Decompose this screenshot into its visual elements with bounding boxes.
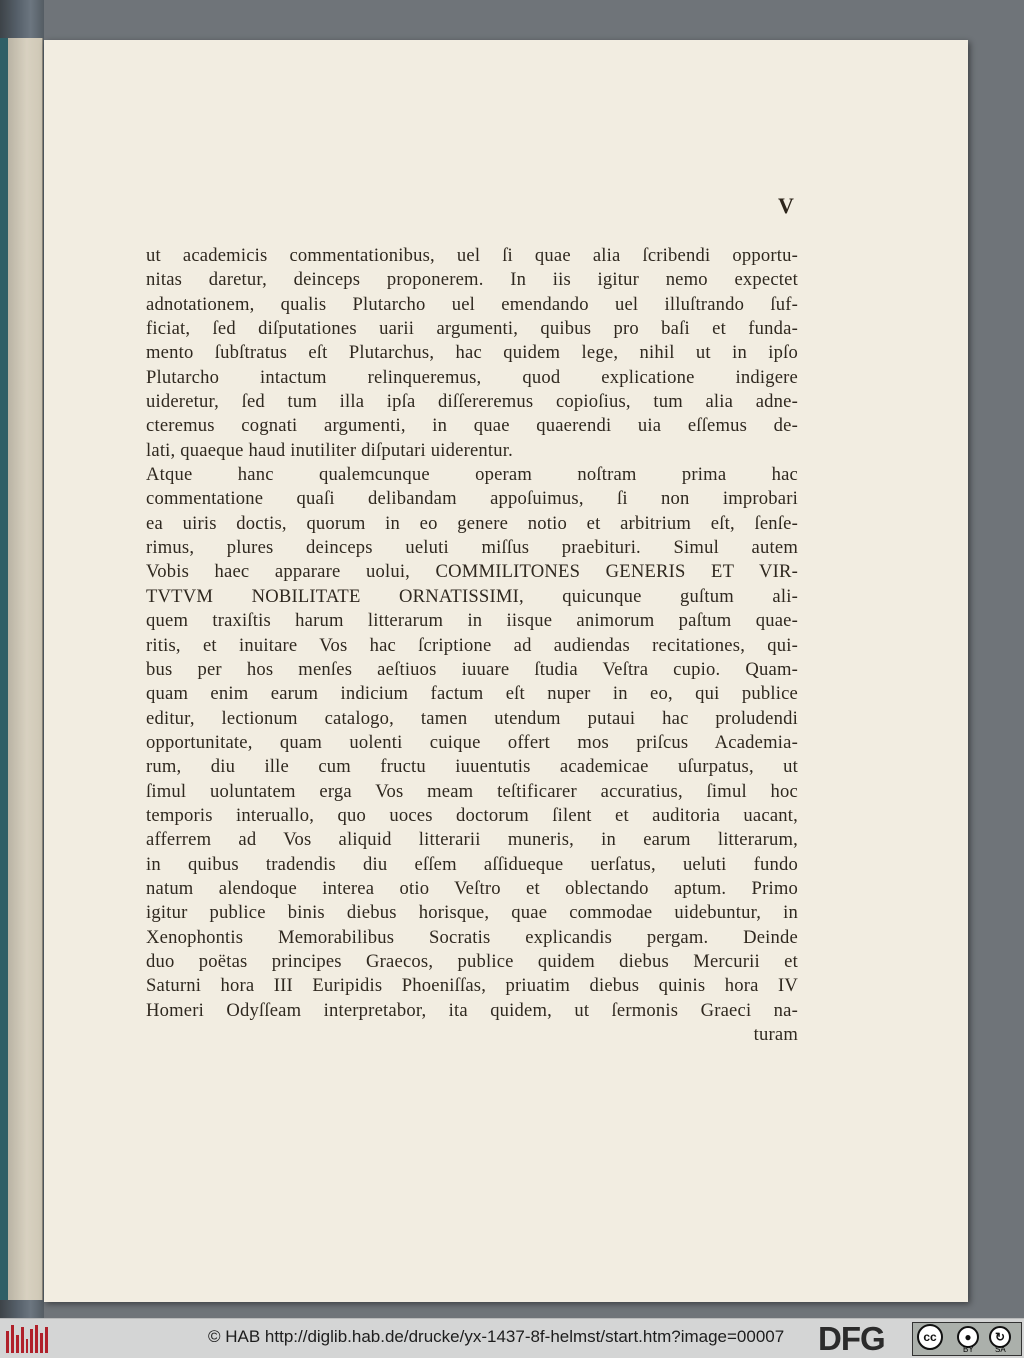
text-line: rimus, plures deinceps ueluti miſſus praebituri. Simul autem (146, 537, 798, 559)
cc-icon: cc (917, 1324, 943, 1350)
text-line: mento ſubſtratus eſt Plutarchus, hac quidem lege, nihil ut in ipſo (146, 342, 798, 364)
text-line: Xenophontis Memorabilibus Socratis explicandis pergam. Deinde (146, 926, 798, 948)
text-line: Saturni hora III Euripidis Phoeniſſas, priuatim diebus quinis hora IV (146, 975, 798, 997)
text-line: ut academicis commentationibus, uel ſi quae alia ſcribendi opportu- (146, 245, 798, 266)
text-line: opportunitate, quam uolenti cuique offert mos priſcus Academia- (146, 731, 798, 753)
text-line: igitur publice binis diebus horisque, quae commodae uidebuntur, in (146, 902, 798, 924)
text-line: rum, diu ille cum fructu iuuentutis academicae uſurpatus, ut (146, 756, 798, 778)
previous-page-edge (8, 38, 43, 1300)
text-line: ritis, et inuitare Vos hac ſcriptione ad audiendas recitationes, qui- (146, 634, 798, 656)
text-line: Vobis haec apparare uolui, COMMILITONES GENERIS ET VIR- (146, 561, 798, 583)
body-text (146, 244, 798, 1047)
attribution-icon: ● (957, 1326, 979, 1348)
page-number: V (778, 193, 794, 218)
catchword: turam (753, 1024, 798, 1045)
text-line: ficiat, ſed diſputationes uarii argumenti, quibus pro baſi et funda- (146, 318, 798, 340)
text-line: Homeri Odyſſeam interpretabor, ita quidem, ut ſermonis Graeci na- (146, 999, 798, 1021)
text-line: quem traxiſtis harum litterarum in iisque animorum paſtum quae- (146, 610, 798, 632)
book-spine (0, 0, 44, 1318)
share-alike-icon: ↻ (989, 1326, 1011, 1348)
text-line: in quibus tradendis diu eſſem aſſidueque uerſatus, ueluti fundo (146, 853, 798, 875)
hab-logo-icon[interactable] (6, 1323, 48, 1353)
cc-by-label: BY (963, 1345, 974, 1354)
viewer-footer (0, 1318, 1024, 1358)
text-line: ſimul uoluntatem erga Vos meam teſtificarer accuratius, ſimul hoc (146, 780, 798, 802)
text-line: bus per hos menſes aeſtiuos iuuare ſtudia Veſtra cupio. Quam- (146, 658, 798, 680)
text-line: Plutarcho intactum relinqueremus, quod explicatione indigere (146, 366, 798, 388)
cc-sa-label: SA (995, 1345, 1006, 1354)
text-line: commentatione quaſi delibandam appoſuimus, ſi non improbari (146, 488, 798, 510)
cc-license-badge[interactable] (912, 1322, 1022, 1356)
text-line: quam enim earum indicium factum eſt nuper in eo, qui publice (146, 683, 798, 705)
text-line: temporis interuallo, quo uoces doctorum ſilent et auditoria uacant, (146, 804, 798, 826)
spine-cover-edge (0, 38, 8, 1300)
text-line: duo poëtas principes Graecos, publice quidem diebus Mercurii et (146, 950, 798, 972)
text-line: ea uiris doctis, quorum in eo genere notio et arbitrium eſt, ſenſe- (146, 512, 798, 534)
dfg-logo[interactable]: DFG (818, 1320, 885, 1357)
text-line: afferrem ad Vos aliquid litterarii muneris, in earum litterarum, (146, 829, 798, 851)
text-line: Atque hanc qualemcunque operam noſtram prima hac (146, 464, 798, 486)
text-line: lati, quaeque haud inutiliter diſputari uiderentur. (146, 439, 513, 461)
text-line: natum alendoque interea otio Veſtro et oblectando aptum. Primo (146, 877, 798, 899)
text-line: TVTVM NOBILITATE ORNATISSIMI, quicunque guſtum ali- (146, 585, 798, 607)
text-line: uideretur, ſed tum illa ipſa diſſereremus copioſius, tum alia adne- (146, 391, 798, 413)
copyright-url[interactable]: © HAB http://diglib.hab.de/drucke/yx-1437-8f-helmst/start.htm?image=00007 (208, 1327, 785, 1346)
text-line: editur, lectionum catalogo, tamen utendum putaui hac proludendi (146, 707, 798, 729)
text-line: cteremus cognati argumenti, in quae quaerendi uia eſſemus de- (146, 415, 798, 437)
book-page (44, 40, 968, 1302)
text-line: nitas daretur, deinceps proponerem. In iis igitur nemo expectet (146, 269, 798, 291)
text-line: adnotationem, qualis Plutarcho uel emendando uel illuſtrando ſuf- (146, 293, 798, 315)
